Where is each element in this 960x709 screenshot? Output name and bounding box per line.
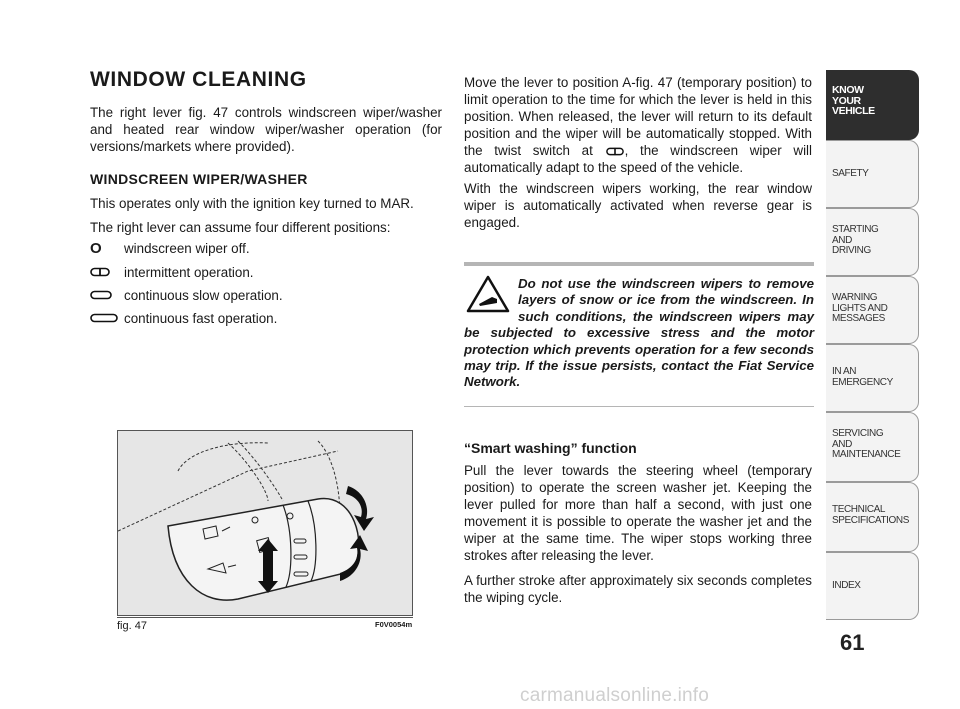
temporary-position-text-a: Move the lever to position A-fig. 47 (temporary position) to limit operation to the time for which the lever is held in this position. When released, the lever will return to its default position and the wiper will be automatically stopped. With the twist switch at — [464, 75, 812, 158]
watermark-text: carmanualsonline.info — [520, 685, 710, 706]
intermittent-icon — [605, 147, 625, 156]
position-slow-row — [90, 286, 283, 304]
tab-safety[interactable]: SAFETY — [826, 140, 919, 208]
figure-code: F0V0054m — [375, 620, 413, 629]
rear-wiper-paragraph: With the windscreen wipers working, the rear window wiper is automatically activated when reverse gear is engaged. — [464, 181, 812, 230]
tab-know-your-vehicle[interactable]: KNOW YOUR VEHICLE — [826, 70, 919, 140]
ignition-paragraph: This operates only with the ignition key turned to MAR. — [90, 196, 414, 211]
position-intermittent-row — [90, 263, 254, 281]
off-symbol: O — [90, 239, 102, 257]
subheading-wiper-washer: WINDSCREEN WIPER/WASHER — [90, 171, 308, 187]
tab-in-an-emergency[interactable]: IN AN EMERGENCY — [826, 344, 919, 412]
tab-warning-lights[interactable]: WARNING LIGHTS AND MESSAGES — [826, 276, 919, 344]
temporary-position-text-b: , the windscreen wiper will automatically adapt to the speed of the vehicle. — [464, 143, 812, 175]
warning-top-rule — [464, 262, 814, 266]
figure-caption-rule — [117, 617, 413, 618]
tab-starting-and-driving[interactable]: STARTING AND DRIVING — [826, 208, 919, 276]
wiping-cycle-paragraph: A further stroke after approximately six seconds completes the wiping cycle. — [464, 573, 812, 605]
position-text: windscreen wiper off. — [124, 240, 250, 256]
intermittent-icon — [90, 267, 124, 277]
intro-paragraph: The right lever fig. 47 controls windscreen wiper/washer and heated rear window wiper/washer operation (for versions/markets where provided). — [90, 105, 442, 154]
position-fast-row — [90, 309, 277, 327]
position-off-row — [90, 239, 250, 257]
tab-servicing[interactable]: SERVICING AND MAINTENANCE — [826, 412, 919, 482]
warning-icon-spacer — [464, 276, 518, 324]
temporary-position-paragraph — [464, 74, 812, 176]
position-text: continuous slow operation. — [124, 287, 283, 303]
position-text: intermittent operation. — [124, 264, 254, 280]
figure-label: fig. 47 — [117, 620, 147, 632]
smart-washing-heading: “Smart washing” function — [464, 440, 637, 456]
positions-paragraph: The right lever can assume four different positions: — [90, 220, 391, 235]
warning-bottom-rule — [464, 406, 814, 407]
page-number: 61 — [840, 630, 865, 655]
position-text: continuous fast operation. — [124, 310, 278, 326]
warning-text: Do not use the windscreen wipers to remove layers of snow or ice from the windscreen. In such conditions, the windscreen wipers may be subjected to excessive stress and the motor protection which prevents operation for a few seconds may trip. If the issue persists, contact the Fiat Service Network. — [464, 276, 814, 390]
fast-icon — [90, 313, 124, 323]
tab-technical-specifications[interactable]: TECHNICAL SPECIFICATIONS — [826, 482, 919, 552]
tab-index[interactable]: INDEX — [826, 552, 919, 620]
slow-icon — [90, 290, 124, 300]
smart-washing-paragraph: Pull the lever towards the steering wheel (temporary position) to operate the screen washer jet. Keeping the lever pulled for more than half a second, with just one movement it is possible to operate the washer jet and the wiper at the same time. The wiper stops working three strokes after releasing the lever. — [464, 463, 812, 563]
figure-lever-illustration — [117, 430, 413, 616]
section-title: WINDOW CLEANING — [90, 68, 307, 91]
